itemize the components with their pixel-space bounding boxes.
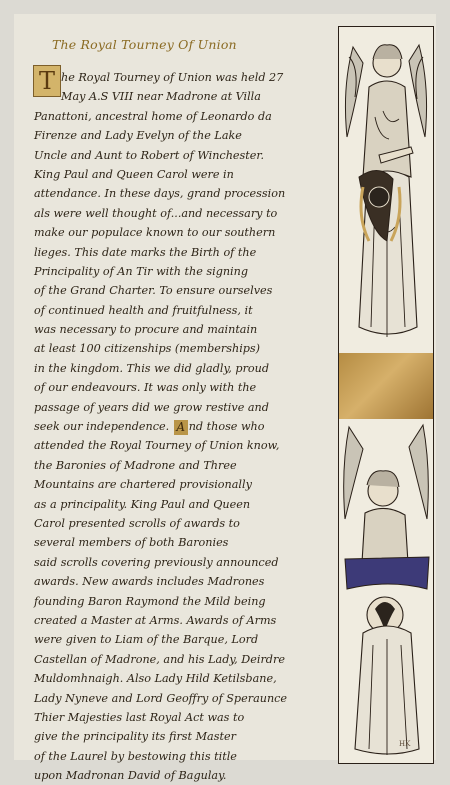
text-line: of the Grand Charter. To ensure ourselves <box>34 284 273 298</box>
text-line: Principality of An Tir with the signing <box>34 264 248 278</box>
text-line: Carol presented scrolls of awards to <box>34 516 240 530</box>
text-line: were given to Liam of the Barque, Lord <box>34 633 259 647</box>
text-line: he Royal Tourney of Union was held 27 <box>61 71 284 84</box>
text-line: Mountains are chartered provisionally <box>34 478 252 492</box>
text-line: Castellan of Madrone, and his Lady, Deirdre <box>34 652 285 666</box>
text-line: created a Master at Arms. Awards of Arms <box>34 613 277 627</box>
inline-illuminated-capital: A <box>174 420 188 435</box>
lower-angel-illustration <box>339 419 433 763</box>
upper-angel-illustration <box>339 27 433 353</box>
illuminated-border <box>338 26 434 764</box>
text-line: in the kingdom. This we did gladly, proud <box>34 361 270 375</box>
text-line: attended the Royal Tourney of Union know, <box>34 439 280 453</box>
text-line: May A.S VIII near Madrone at Villa <box>61 90 261 104</box>
text-line: lieges. This date marks the Birth of the <box>34 245 257 259</box>
body-text <box>34 68 337 785</box>
text-line: founding Baron Raymond the Mild being <box>34 594 266 608</box>
text-line: of our endeavours. It was only with the <box>34 381 257 395</box>
text-line: awards. New awards includes Madrones <box>34 575 265 589</box>
text-line: of continued health and fruitfulness, it <box>34 303 253 317</box>
text-line: attendance. In these days, grand procession <box>34 187 286 201</box>
text-line: als were well thought of...and necessary to <box>34 206 278 220</box>
text-line: King Paul and Queen Carol were in <box>34 167 234 181</box>
text-line: Firenze and Lady Evelyn of the Lake <box>34 129 242 143</box>
gold-leaf-panel <box>339 353 433 419</box>
text-line: several members of both Baronies <box>34 536 229 550</box>
text-line: at least 100 citizenships (memberships) <box>34 342 261 356</box>
text-line: give the principality its first Master <box>34 730 236 744</box>
text-line: as a principality. King Paul and Queen <box>34 497 251 511</box>
text-line: Thier Majesties last Royal Act was to <box>34 710 245 724</box>
text-line: said scrolls covering previously announced <box>34 555 279 569</box>
text-line: Lady Nyneve and Lord Geoffry of Speraunce <box>34 691 288 705</box>
text-line: Uncle and Aunt to Robert of Winchester. <box>34 148 265 162</box>
text-line: Panattoni, ancestral home of Leonardo da <box>34 109 272 123</box>
text-line: of the Laurel by bestowing this title <box>34 749 237 763</box>
text-line: the Baronies of Madrone and Three <box>34 458 237 472</box>
text-line: Muldomhnaigh. Also Lady Hild Ketilsbane, <box>34 672 277 686</box>
text-line: upon Madronan David of Bagulay. <box>34 769 227 783</box>
text-line: was necessary to procure and maintain <box>34 323 258 337</box>
artist-signature: HK <box>399 740 411 748</box>
text-line: seek our independence. A nd those who <box>34 419 265 434</box>
page-title: The Royal Tourney Of Union <box>52 37 237 52</box>
text-line: make our populace known to our southern <box>34 226 276 240</box>
drop-cap: T <box>33 65 61 97</box>
text-line: passage of years did we grow restive and <box>34 400 269 414</box>
